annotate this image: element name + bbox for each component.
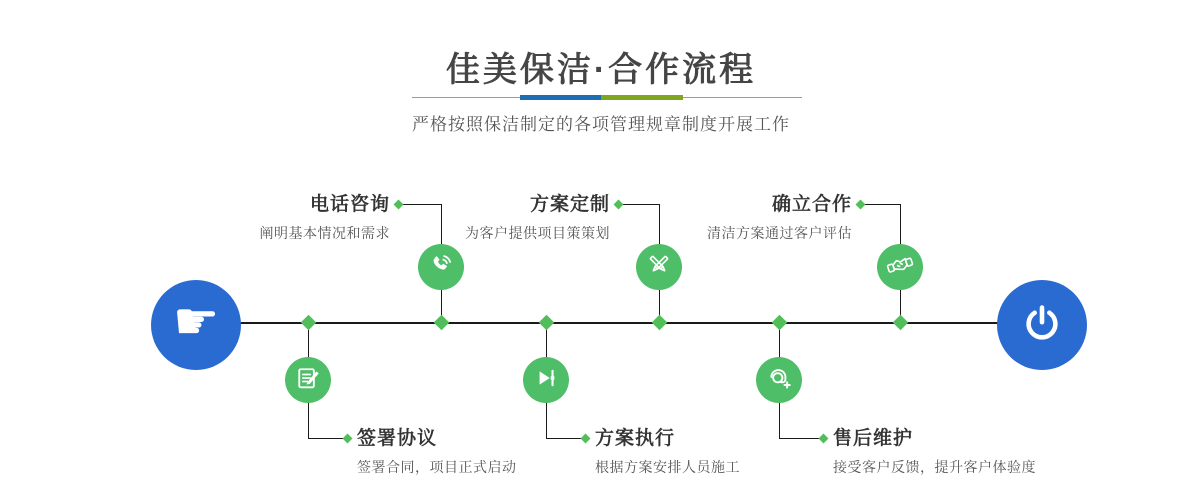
connector-line [779,438,823,439]
diamond-marker [614,200,624,210]
pointing-hand-icon: ☛ [172,292,220,352]
step-title: 方案定制 [529,194,610,215]
power-icon [1020,301,1064,350]
connector-line [308,438,347,439]
step-label-contract [357,426,517,477]
page-title: 佳美保洁·合作流程 [445,51,757,89]
diamond-marker [772,315,788,331]
timeline-main-line [196,322,1042,324]
step-desc: 根据方案安排人员施工 [595,459,740,475]
diamond-marker [856,200,866,210]
step-label-cooperation [707,192,852,243]
diamond-marker [539,315,555,331]
step-node-contract [285,357,331,403]
step-node-design [636,244,682,290]
diamond-marker [581,434,591,444]
step-desc: 签署合同，项目正式启动 [357,459,517,475]
connector-line [398,204,441,205]
step-label-phone [260,192,391,243]
step-desc: 接受客户反馈，提升客户体验度 [833,459,1036,475]
play-execute-icon [532,364,560,397]
divider-blue-segment [520,95,601,100]
contract-sign-icon [294,364,322,397]
start-node [151,280,241,370]
handshake-icon [885,250,915,285]
step-node-cooperation [877,244,923,290]
step-label-design [465,192,610,243]
diamond-marker [343,434,353,444]
design-pencils-icon [645,251,673,284]
step-title: 售后维护 [833,428,914,449]
diamond-marker [301,315,317,331]
step-title: 方案执行 [595,428,676,449]
diamond-marker [819,434,829,444]
step-desc: 为客户提供项目策策划 [465,225,610,241]
page-subtitle: 严格按照保洁制定的各项管理规章制度开展工作 [412,115,790,134]
phone-icon [427,251,455,284]
step-title: 签署协议 [357,428,438,449]
step-label-execution [595,426,740,477]
step-title: 电话咨询 [309,194,390,215]
step-node-aftersales [756,357,802,403]
diamond-marker [394,200,404,210]
diamond-marker [652,315,668,331]
diamond-marker [434,315,450,331]
end-node [997,280,1087,370]
connector-line [860,204,900,205]
step-title: 确立合作 [771,194,852,215]
divider-green-segment [601,95,683,100]
support-headset-icon [764,363,794,398]
step-node-phone [418,244,464,290]
diamond-marker [893,315,909,331]
connector-line [618,204,659,205]
step-label-aftersales [833,426,1036,477]
step-desc: 阐明基本情况和需求 [259,225,390,241]
step-node-execution [523,357,569,403]
connector-line [546,438,585,439]
step-desc: 清洁方案通过客户评估 [707,225,852,241]
